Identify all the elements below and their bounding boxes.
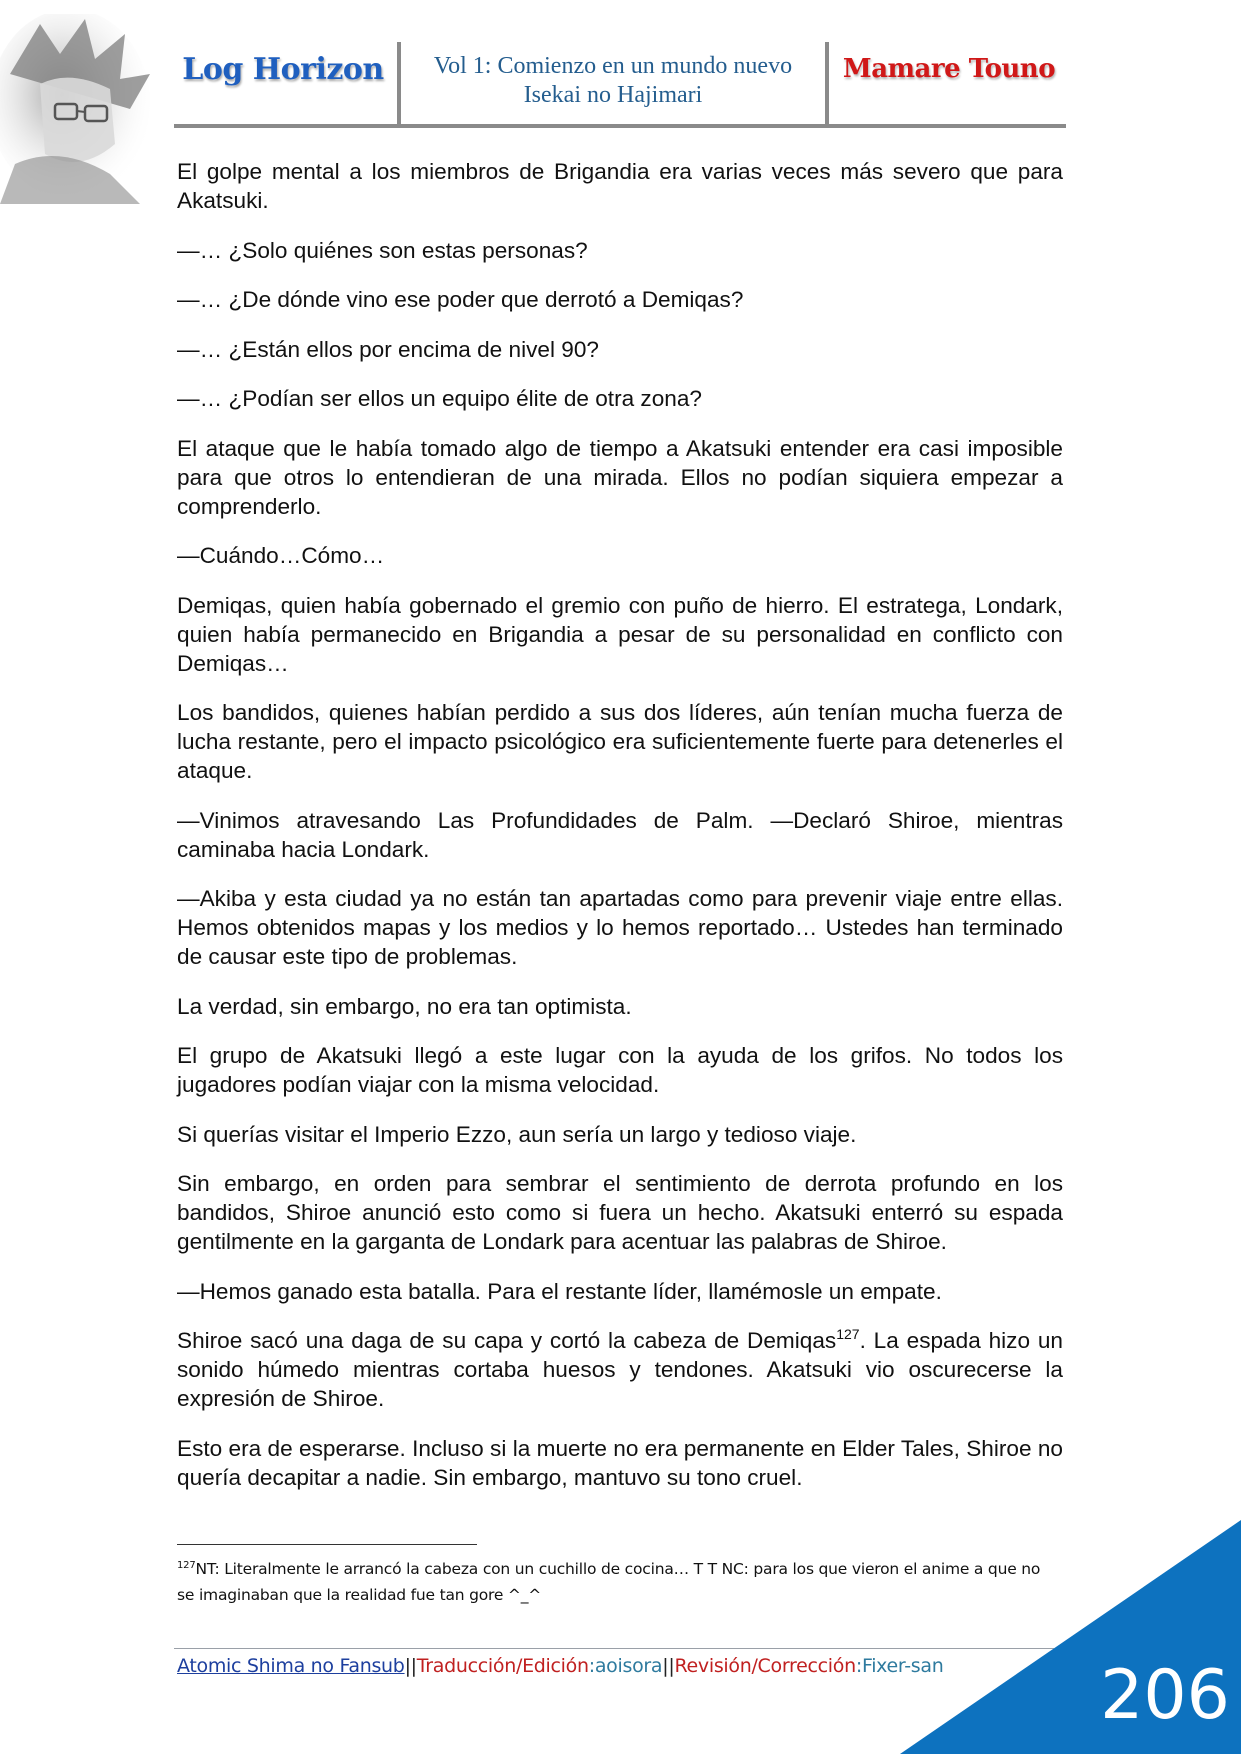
credits-separator: || — [404, 1655, 417, 1677]
paragraph-text: . La espada hizo un sonido húmedo mientras cortaba huesos y tendones. Akatsuki vio oscurecerse la expresión de Shiroe. — [177, 1328, 1063, 1411]
footnote-text: NT: Literalmente le arrancó la cabeza con un cuchillo de cocina… T T NC: para los que vieron el anime a que no se imaginaban que la realidad fue tan gore ^_^ — [177, 1560, 1041, 1604]
page-number: 206 — [1100, 1656, 1230, 1735]
paragraph: Sin embargo, en orden para sembrar el sentimiento de derrota profundo en los bandidos, Shiroe anunció esto como si fuera un hecho. Akatsuki enterró su espada gentilmente en la garganta de Londark para acentuar las palabras de Shiroe. — [177, 1171, 1063, 1254]
paragraph: —Hemos ganado esta batalla. Para el restante líder, llamémosle un empate. — [177, 1278, 942, 1304]
paragraph: —Akiba y esta ciudad ya no están tan apartadas como para prevenir viaje entre ellas. Hemos obtenidos mapas y los medios y lo hemos reportado… Ustedes han terminado de causar este tipo de problemas. — [177, 886, 1063, 969]
paragraph: Esto era de esperarse. Incluso si la muerte no era permanente en Elder Tales, Shiroe no quería decapitar a nadie. Sin embargo, mantuvo su tono cruel. — [177, 1435, 1063, 1490]
paragraph: El grupo de Akatsuki llegó a este lugar con la ayuda de los grifos. No todos los jugadores podían viajar con la misma velocidad. — [177, 1043, 1063, 1097]
paragraph: —Vinimos atravesando Las Profundidades de Palm. —Declaró Shiroe, mientras caminaba hacia Londark. — [177, 807, 1063, 862]
paragraph — [177, 1326, 1063, 1413]
credits-line — [177, 1655, 943, 1677]
header-rule — [174, 124, 1066, 128]
paragraph: El ataque que le había tomado algo de tiempo a Akatsuki entender era casi imposible para que otros lo entendieran de una mirada. Ellos no podían siquiera empezar a comprenderlo. — [177, 435, 1063, 519]
paragraph: Si querías visitar el Imperio Ezzo, aun sería un largo y tedioso viaje. — [177, 1121, 857, 1147]
translation-label: Traducción/Edición — [416, 1655, 589, 1677]
paragraph: —… ¿Solo quiénes son estas personas? — [177, 237, 588, 263]
translator-name: :aoisora — [588, 1655, 663, 1677]
paragraph: Los bandidos, quienes habían perdido a sus dos líderes, aún tenían mucha fuerza de lucha restante, pero el impacto psicológico era suficientemente fuerte para detenerles el ataque. — [177, 700, 1063, 783]
paragraph: —Cuándo…Cómo… — [177, 543, 385, 568]
fansub-link[interactable]: Atomic Shima no Fansub — [177, 1655, 405, 1677]
author-name: Mamare Touno — [842, 54, 1056, 84]
paragraph: —… ¿Están ellos por encima de nivel 90? — [177, 336, 599, 362]
series-title: Log Horizon — [182, 52, 384, 87]
volume-title-line1: Vol 1: Comienzo en un mundo nuevo — [433, 53, 793, 79]
paragraph: —… ¿De dónde vino ese poder que derrotó a Demiqas? — [177, 287, 744, 312]
character-illustration — [0, 14, 168, 204]
header-divider — [397, 42, 401, 126]
volume-title-line2: Isekai no Hajimari — [523, 82, 703, 108]
reviewer-name: :Fixer-san — [855, 1655, 944, 1677]
paragraph-text: Shiroe sacó una daga de su capa y cortó la cabeza de Demiqas — [177, 1328, 837, 1353]
paragraph: —… ¿Podían ser ellos un equipo élite de otra zona? — [177, 386, 702, 411]
footnote-reference[interactable]: 127 — [836, 1326, 860, 1342]
revision-label: Revisión/Corrección — [674, 1655, 856, 1677]
page-body — [177, 157, 1063, 1512]
paragraph: Demiqas, quien había gobernado el gremio con puño de hierro. El estratega, Londark, quien había permanecido en Brigandia a pesar de su personalidad en conflicto con Demiqas… — [177, 592, 1063, 676]
paragraph: El golpe mental a los miembros de Brigandia era varias veces más severo que para Akatsuki. — [177, 159, 1063, 213]
footnote-separator — [177, 1544, 477, 1545]
volume-title — [403, 52, 823, 110]
paragraph: La verdad, sin embargo, no era tan optimista. — [177, 993, 632, 1019]
header-divider — [825, 42, 829, 126]
credits-separator: || — [662, 1655, 675, 1677]
footnote-number: 127 — [177, 1560, 196, 1571]
